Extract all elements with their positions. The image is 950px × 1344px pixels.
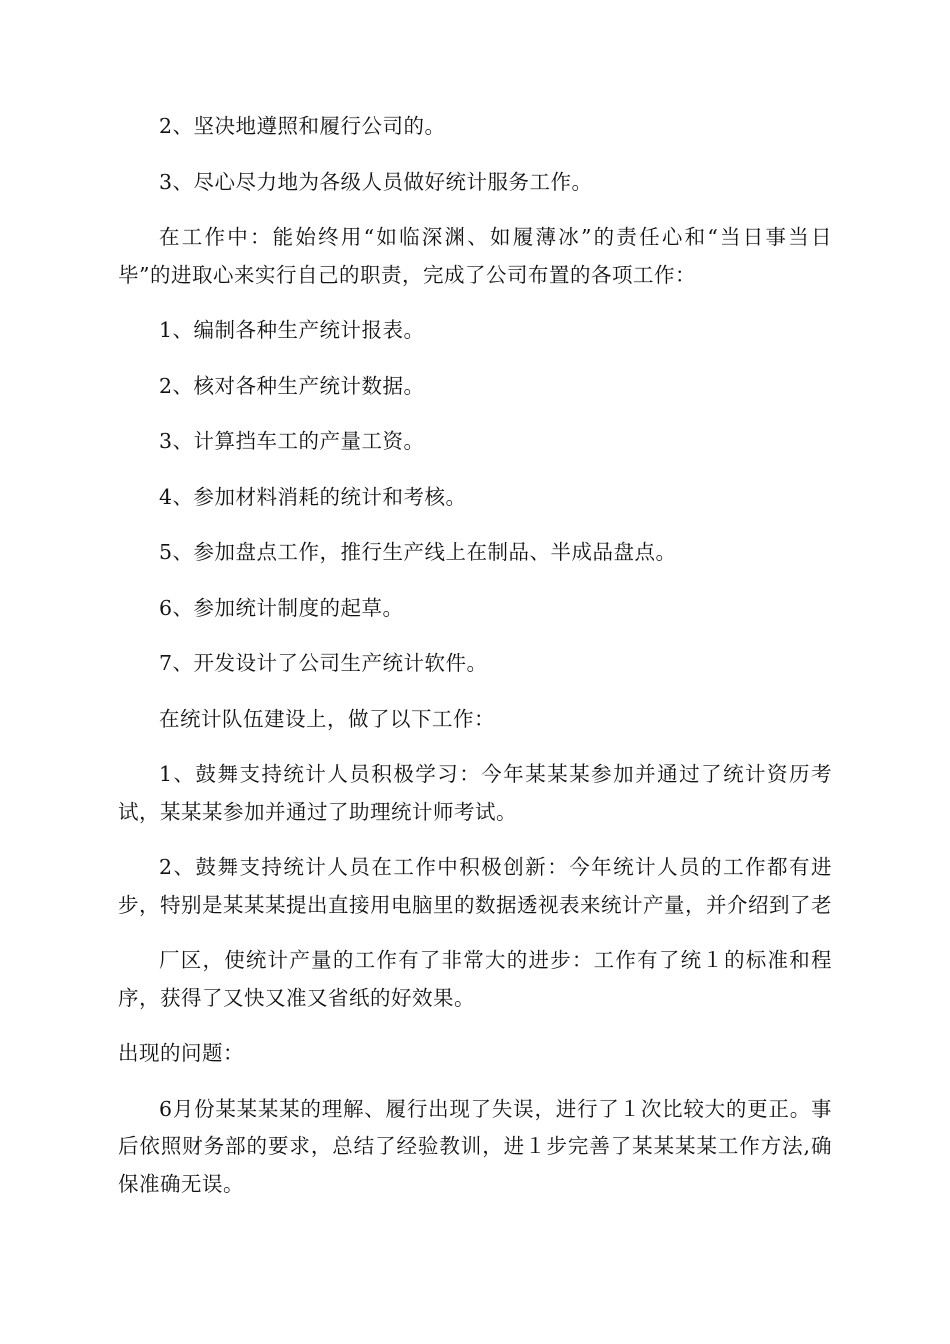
paragraph-team-2-continued: 厂区，使统计产量的工作有了非常大的进步：工作有了统１的标准和程序，获得了又快又准又省纸的好效果。 [118, 948, 832, 1010]
section-heading-problems: 出现的问题： [118, 1041, 244, 1065]
paragraph-team-intro: 在统计队伍建设上，做了以下工作： [159, 706, 495, 731]
paragraph-task-1: 1、编制各种生产统计报表。 [159, 318, 425, 342]
paragraph-item-2: 2、坚决地遵照和履行公司的。 [159, 114, 446, 138]
paragraph-team-2: 2、鼓舞支持统计人员在工作中积极创新：今年统计人员的工作都有进步，特别是某某某提出直接用电脑里的数据透视表来统计产量，并介绍到了老 [118, 855, 832, 917]
paragraph-team-1: 1、鼓舞支持统计人员积极学习：今年某某某参加并通过了统计资历考试，某某某参加并通过了助理统计师考试。 [118, 762, 832, 824]
paragraph-problem-detail: 6月份某某某某的理解、履行出现了失误，进行了１次比较大的更正。事后依照财务部的要求，总结了经验教训，进１步完善了某某某某工作方法,确保准确无误。 [118, 1096, 832, 1196]
paragraph-task-7: 7、开发设计了公司生产统计软件。 [159, 651, 488, 675]
paragraph-task-4: 4、参加材料消耗的统计和考核。 [159, 484, 467, 509]
paragraph-task-2: 2、核对各种生产统计数据。 [159, 373, 425, 398]
paragraph-task-5: 5、参加盘点工作，推行生产线上在制品、半成品盘点。 [159, 540, 677, 564]
paragraph-item-3: 3、尽心尽力地为各级人员做好统计服务工作。 [159, 169, 593, 194]
paragraph-task-3: 3、计算挡车工的产量工资。 [159, 429, 425, 453]
paragraph-work-intro: 在工作中：能始终用“如临深渊、如履薄冰”的责任心和“当日事当日毕”的进取心来实行自己的职责，完成了公司布置的各项工作： [118, 225, 832, 287]
paragraph-task-6: 6、参加统计制度的起草。 [159, 595, 404, 620]
